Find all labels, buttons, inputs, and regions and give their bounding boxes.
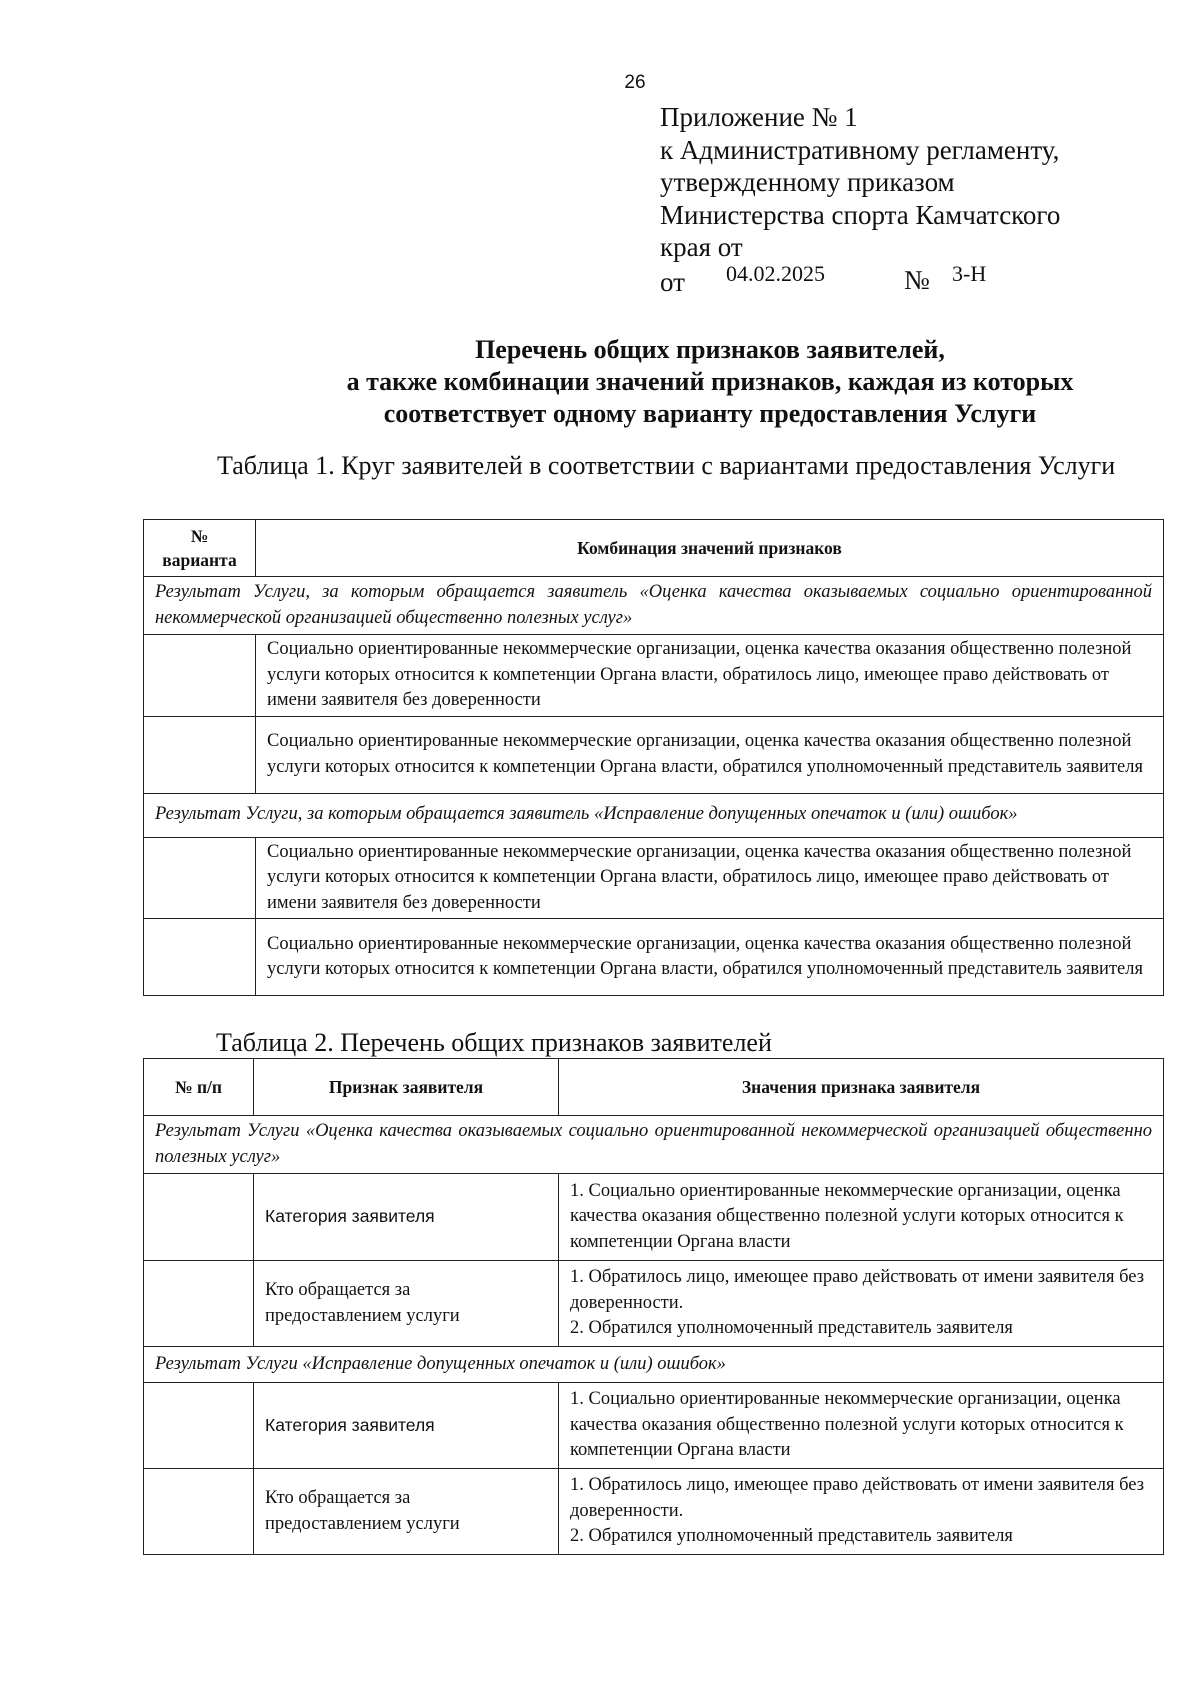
table2-caption: Таблица 2. Перечень общих признаков заявителей [216,1028,772,1057]
feature-values-cell: 1. Социально ориентированные некоммерческие организации, оценка качества оказания общественно полезной услуги которых относится к компетенции Органа власти [559,1383,1164,1469]
combination-cell: Социально ориентированные некоммерческие организации, оценка качества оказания общественно полезной услуги которых относится к компетенции Органа власти, обратилось лицо, имеющее право действовать от имени заявителя без доверенности [256,635,1164,717]
feature-cell: Кто обращается за предоставлением услуги [254,1469,559,1555]
combination-cell: Социально ориентированные некоммерческие организации, оценка качества оказания общественно полезной услуги которых относится к компетенции Органа власти, обратился уполномоченный представитель заявителя [256,919,1164,996]
feature-values-cell: 1. Социально ориентированные некоммерческие организации, оценка качества оказания общественно полезной услуги которых относится к компетенции Органа власти [559,1174,1164,1261]
appendix-line: Министерства спорта Камчатского [660,199,1061,230]
appendix-line: утвержденному приказом [660,167,955,197]
appendix-line: края от [660,232,743,262]
feature-values-cell: 1. Обратилось лицо, имеющее право действовать от имени заявителя без доверенности. 2. Обратился уполномоченный представитель заявителя [559,1261,1164,1347]
row-number-cell [144,1469,254,1555]
applicants-variants-table [143,519,1164,996]
row-number-cell [144,1174,254,1261]
feature-cell: Кто обращается за предоставлением услуги [254,1261,559,1347]
header-variant-number: № варианта [144,520,256,577]
appendix-line: Приложение № 1 [660,102,858,132]
title-line: Перечень общих признаков заявителей, [475,335,945,364]
order-number: 3-Н [952,260,987,286]
combination-cell: Социально ориентированные некоммерческие организации, оценка качества оказания общественно полезной услуги которых относится к компетенции Органа власти, обратился уполномоченный представитель заявителя [256,716,1164,793]
variant-number-cell [144,837,256,919]
variant-number-cell [144,635,256,717]
feature-values-cell: 1. Обратилось лицо, имеющее право действовать от имени заявителя без доверенности. 2. Обратился уполномоченный представитель заявителя [559,1469,1164,1555]
row-number-cell [144,1261,254,1347]
feature-cell: Категория заявителя [254,1174,559,1261]
variant-number-cell [144,919,256,996]
combination-cell: Социально ориентированные некоммерческие организации, оценка качества оказания общественно полезной услуги которых относится к компетенции Органа власти, обратилось лицо, имеющее право действовать от имени заявителя без доверенности [256,837,1164,919]
number-sign: № [904,264,930,295]
section-title: Результат Услуги, за которым обращается заявитель «Оценка качества оказываемых социально ориентированной некоммерческой организацией общественно полезных услуг» [144,577,1164,635]
feature-cell: Категория заявителя [254,1383,559,1469]
section-title: Результат Услуги «Исправление допущенных опечаток и (или) ошибок» [144,1347,1164,1383]
header-row-number: № п/п [144,1059,254,1116]
order-date: 04.02.2025 [726,260,825,286]
title-line: соответствует одному варианту предоставления Услуги [383,399,1037,428]
title-line: а также комбинации значений признаков, каждая из которых [346,367,1074,396]
table1-caption: Таблица 1. Круг заявителей в соответствии с вариантами предоставления Услуги [217,451,1116,480]
applicant-features-table [143,1058,1164,1555]
section-title: Результат Услуги, за которым обращается заявитель «Исправление допущенных опечаток и (или) ошибок» [144,793,1164,837]
page-number: 26 [624,72,646,93]
appendix-line: к Административному регламенту, [660,134,1060,165]
appendix-date-row [660,260,1060,297]
row-number-cell [144,1383,254,1469]
header-feature-values: Значения признака заявителя [559,1059,1164,1116]
date-prefix: от [660,266,685,297]
variant-number-cell [144,716,256,793]
header-combination: Комбинация значений признаков [256,520,1164,577]
section-title: Результат Услуги «Оценка качества оказываемых социально ориентированной некоммерческой организацией общественно полезных услуг» [144,1116,1164,1174]
appendix-block [660,101,1060,296]
document-title [130,334,1200,430]
header-feature: Признак заявителя [254,1059,559,1116]
